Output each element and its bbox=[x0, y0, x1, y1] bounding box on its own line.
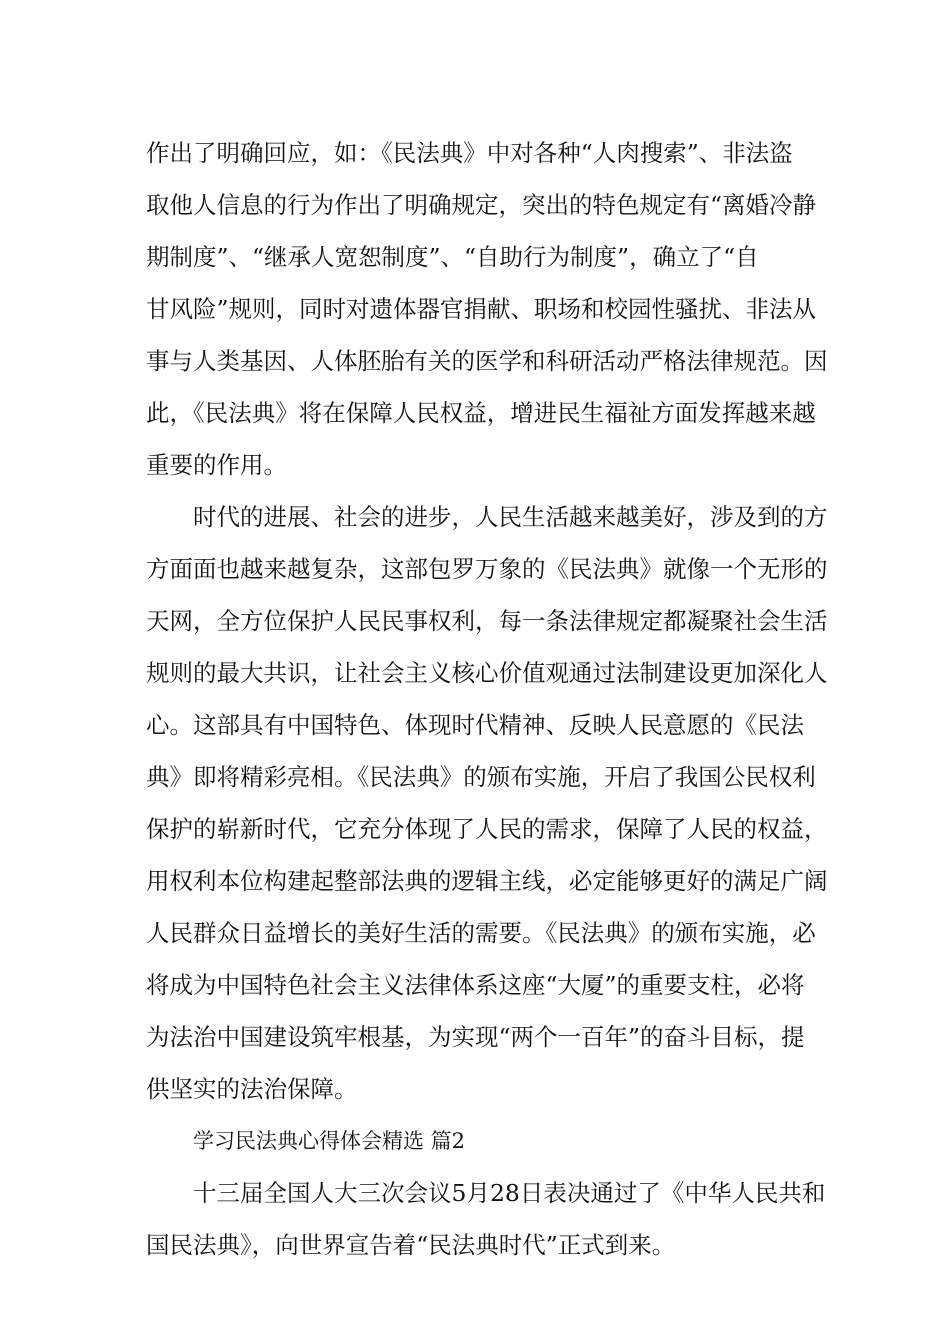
paragraph-2-line-8: 用权利本位构建起整部法典的逻辑主线，必定能够更好的满足广阔 bbox=[146, 867, 828, 895]
paragraph-2-line-11: 为法治中国建设筑牢根基，为实现“两个一百年”的奋斗目标，提 bbox=[146, 1023, 805, 1051]
paragraph-1-line-3: 期制度”、“继承人宽恕制度”、“自助行为制度”，确立了“自 bbox=[146, 243, 759, 271]
paragraph-1-line-2: 取他人信息的行为作出了明确规定，突出的特色规定有“离婚冷静 bbox=[146, 191, 817, 219]
paragraph-1-line-7: 重要的作用。 bbox=[146, 451, 287, 479]
paragraph-2-line-5: 心。这部具有中国特色、体现时代精神、反映人民意愿的《民法 bbox=[146, 711, 804, 739]
paragraph-2-line-4: 规则的最大共识，让社会主义核心价值观通过法制建设更加深化人 bbox=[146, 659, 828, 687]
paragraph-3-line-2: 国民法典》，向世界宣告着“民法典时代”正式到来。 bbox=[146, 1231, 676, 1259]
paragraph-1-line-1: 作出了明确回应，如：《民法典》中对各种“人肉搜索”、非法盗 bbox=[146, 139, 793, 167]
paragraph-2-line-9: 人民群众日益增长的美好生活的需要。《民法典》的颁布实施，必 bbox=[146, 919, 816, 947]
paragraph-2-line-6: 典》即将精彩亮相。《民法典》的颁布实施，开启了我国公民权利 bbox=[146, 763, 816, 791]
paragraph-2-line-10: 将成为中国特色社会主义法律体系这座“大厦”的重要支柱，必将 bbox=[146, 971, 805, 999]
paragraph-1-line-6: 此，《民法典》将在保障人民权益，增进民生福祉方面发挥越来越 bbox=[146, 399, 816, 427]
section-heading: 学习民法典心得体会精选 篇2 bbox=[193, 1129, 466, 1153]
paragraph-2-line-3: 天网，全方位保护人民民事权利，每一条法律规定都凝聚社会生活 bbox=[146, 607, 828, 635]
paragraph-2-line-2: 方面面也越来越复杂，这部包罗万象的《民法典》就像一个无形的 bbox=[146, 555, 828, 583]
paragraph-1-line-4: 甘风险”规则，同时对遗体器官捐献、职场和校园性骚扰、非法从 bbox=[146, 295, 817, 323]
paragraph-2-line-1: 时代的进展、社会的进步，人民生活越来越美好，涉及到的方 bbox=[193, 503, 828, 531]
paragraph-3-line-1: 十三届全国人大三次会议5月28日表决通过了《中华人民共和 bbox=[193, 1179, 826, 1207]
paragraph-2-line-7: 保护的崭新时代，它充分体现了人民的需求，保障了人民的权益， bbox=[146, 815, 828, 843]
paragraph-1-line-5: 事与人类基因、人体胚胎有关的医学和科研活动严格法律规范。因 bbox=[146, 347, 828, 375]
paragraph-2-line-12: 供坚实的法治保障。 bbox=[146, 1075, 358, 1103]
